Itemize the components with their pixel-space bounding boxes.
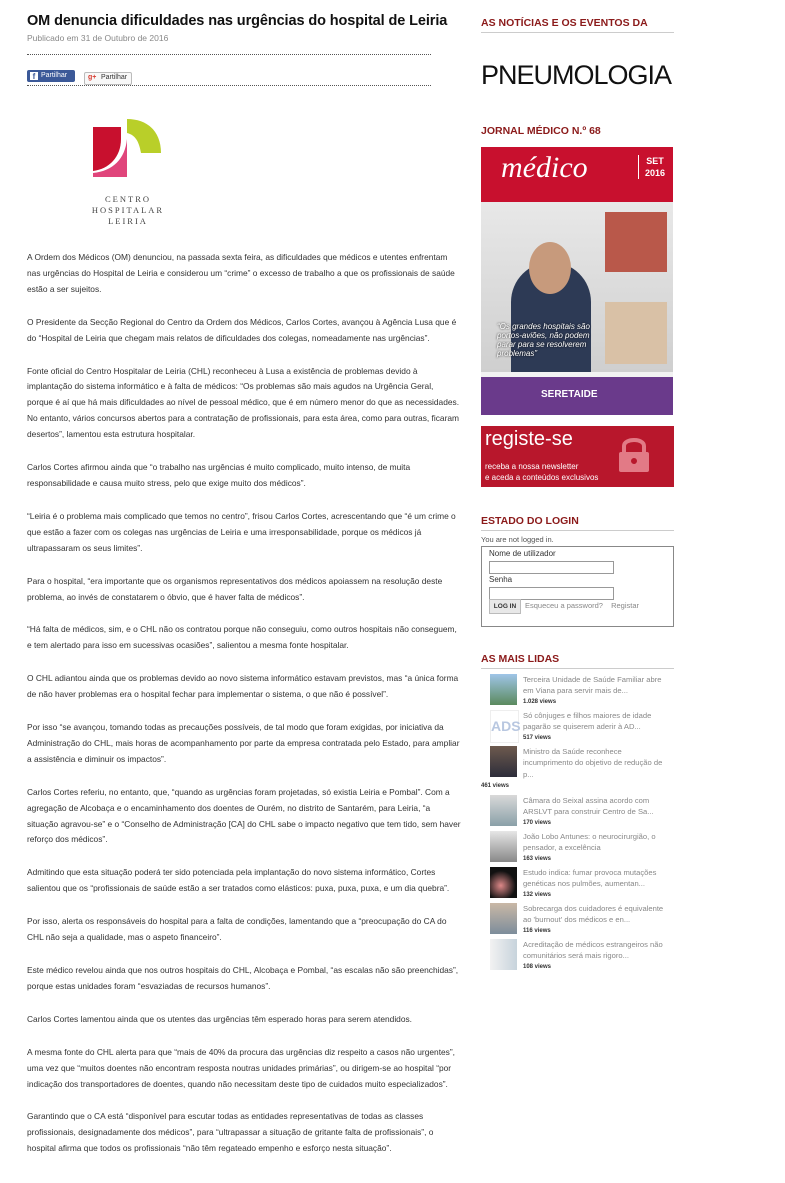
journal-cover[interactable] [481,147,673,415]
thumbnail-image [490,903,517,934]
divider [27,85,431,86]
article-paragraph: Para o hospital, “era importante que os organismos representativos dos médicos apoiassem na resolução deste problema, ao invés de constatarem o óbvio, que é haver falta de médicos”. [27,575,443,602]
article-title: OM denuncia dificuldades nas urgências do hospital de Leiria [27,13,448,29]
news-heading: AS NOTÍCIAS E OS EVENTOS DA [481,17,674,33]
google-plus-share-button[interactable]: g+ Partilhar [84,72,132,85]
share-bar [27,59,431,87]
most-read-heading: AS MAIS LIDAS [481,653,674,669]
article-paragraph: O Presidente da Secção Regional do Centro da Ordem dos Médicos, Carlos Cortes, avançou à Agência Lusa que é do “Hospital de Leiria que chegam mais relatos de dificuldades dos colegas, nomeadamente nas urgências”. [27,316,457,343]
article-paragraph: Garantindo que o CA está “disponível para escutar todas as entidades representativas de todas as classes profissionais, designadamente dos médicos”, para “ultrapassar a situação de gritante falta de profissionais”, o hospital afirma que todos os profissionais “não têm regateado empenho e esforço nesta situação”. [27,1111,434,1154]
article-paragraph: Carlos Cortes referiu, no entanto, que, “quando as urgências foram projetadas, só existia Leiria e Pombal”. Com a agregação de Alcobaça e o encaminhamento dos doentes de Ourém, no distrito de Santarém, para Leiria, “a situação agravou-se” e o “Conselho de Administração [CA] do CHL sabe o impacto negativo que tem tido, sem haver reforço dos médicos”. [27,786,461,845]
article-paragraph: Este médico revelou ainda que nos outros hospitais do CHL, Alcobaça e Pombal, “as escalas não são preenchidas”, porque estas unidades foram “esvaziadas de recursos humanos”. [27,965,459,991]
hospital-logo [91,117,165,232]
logo-text-line3: LEIRIA [108,216,148,226]
thumbnail-image [490,831,517,862]
login-button[interactable]: LOG IN [489,599,521,614]
username-input[interactable] [489,561,614,574]
google-plus-icon: g+ [88,74,97,81]
login-form [481,546,674,627]
register-text: receba a nossa newsletter e aceda a conteúdos exclusivos [485,462,599,482]
article-paragraph: Admitindo que esta situação poderá ter sido potenciada pela implantação do novo sistema informático, Cortes salientou que os “profissionais de saúde estão a ser tratados como elásticos: puxa, puxa, puxa, e um dia quebra”. [27,867,450,894]
thumbnail-image [490,795,517,826]
thumbnail-image [490,746,517,777]
register-title: registe-se [485,428,573,450]
article-body [27,250,461,1174]
hospital-logo-mark [91,117,165,187]
cover-date: SET 2016 [638,155,665,179]
register-banner[interactable] [481,426,674,487]
cover-title: médico [501,151,588,184]
lock-icon [616,434,652,474]
login-heading: ESTADO DO LOGIN [481,515,674,531]
cover-face-image [529,242,571,294]
article-paragraph: Carlos Cortes lamentou ainda que os utentes das urgências têm esperado horas para serem atendidos. [27,1013,413,1024]
article-paragraph: “Leiria é o problema mais complicado que temos no centro”, frisou Carlos Cortes, acrescentando que “é um crime o que estão a fazer com os colegas nas urgências de Leiria e uma irresponsabilidade, porque os médicos já ultrapassaram os seus limites”. [27,510,456,553]
facebook-share-button[interactable]: f Partilhar [27,70,75,82]
login-status: You are not logged in. [481,535,554,544]
pneumologia-banner[interactable] [481,54,674,92]
article-paragraph: Fonte oficial do Centro Hospitalar de Leiria (CHL) reconheceu à Lusa a existência de problemas devido à implantação do sistema informático e à falta de médicos: “Os problemas são mais agudos na Urgência Geral, porque é aí que há mais dificuldades ao nível de pessoal médico, que é em número menor do que as necessidades. No entanto, vários concursos abertos para a contratação de profissionais, para esta área, como para outras, ficaram desertos”, lamentou esta estrutura hospitalar. [27,365,460,440]
article-paragraph: Por isso, alerta os responsáveis do hospital para a falta de condições, lamentando que a “preocupação do CA do CHL não seja a qualidade, mas o aspeto financeiro”. [27,916,447,943]
article-paragraph: Carlos Cortes afirmou ainda que “o trabalho nas urgências é muito complicado, muito intenso, de muita responsabilidade e causa muito stress, pelo que exige muito dos médicos”. [27,462,411,488]
pneumologia-logo-text: PNEUMOLOGIA [481,60,672,90]
article-column [27,12,461,1154]
username-label: Nome de utilizador [489,549,556,558]
thumbnail-image [490,867,517,898]
thumbnail-image: ADS [490,710,519,743]
thumbnail-image [490,674,517,705]
thumbnail-image [490,939,517,970]
article-paragraph: “Há falta de médicos, sim, e o CHL não os contratou porque não conseguiu, como outros hospitais não conseguem, e tem alertado para isso em sucessivas ocasiões”, salientou a mesma fonte hospitalar. [27,624,457,651]
article-paragraph: A mesma fonte do CHL alerta para que “mais de 40% da procura das urgências diz respeito a casos não urgentes”, uma vez que “muitos doentes não encontram resposta noutras unidades primárias”, ou dirigem-se ao hospital “por indicação dos transportadores de doentes, quando não necessitam deste tipo de cuidados muito especializados”. [27,1046,455,1089]
cover-header [481,147,673,202]
cover-inset-photo [605,302,667,364]
publish-date: Publicado em 31 de Outubro de 2016 [27,33,169,43]
cover-ad [481,377,673,415]
cover-quote: “Os grandes hospitais são portos-aviões, não podem parar para se resolverem problemas” [497,322,590,358]
article-paragraph: O CHL adiantou ainda que os problemas devido ao novo sistema informático estavam previstos, mas “a única forma de não haver problemas era o hospital fechar para implementar o sistema, o que não é possível”. [27,673,459,700]
journal-heading: JORNAL MÉDICO N.º 68 [481,125,601,137]
facebook-icon: f [30,72,38,80]
login-widget [481,515,674,627]
article-paragraph: Por isso “se avançou, tomando todas as precauções possíveis, de tal modo que foram exigidas, por iniciativa da Administração do CHL, mais horas de acompanhamento por parte da empresa contratada pelo Estado, para ampliar a assistência e diminuir os impactos”. [27,722,460,764]
password-label: Senha [489,575,513,584]
cover-ad-brand: SERETAIDE [541,389,598,400]
divider [27,54,431,55]
most-read-widget: AS MAIS LIDAS Terceira Unidade de Saúde Familiar abre em Viana para servir mais de... 1.028 views ADS Só cônjuges e filhos maiores de idade pagarão se quiserem aderir à AD... 517 views Ministro da Saúde reconhece incumprimento do objetivo de redução de p... 461 views Câmara do Seixal assina acordo com ARSLVT para construir Centro de Sa... 170 views João Lobo Antunes: o neurocirurgião, o pensador, a excelência 163 views Estudo indica: fumar provoca mutações genéticas nos pulmões, aumentan... 132 views Sobrecarga dos cuidadores é equivalente ao 'burnout' dos médicos e en... 116 views Acreditação de médicos estrangeiros não comunitários será mais rigoro... 108 views [481,653,674,983]
cover-inset-photo [605,212,667,272]
forgot-password-link[interactable]: Esqueceu a password? [525,601,603,610]
register-link[interactable]: Registar [611,601,639,610]
login-links [525,601,645,610]
article-paragraph: A Ordem dos Médicos (OM) denunciou, na passada sexta feira, as dificuldades que médicos e utentes enfrentam nas urgências do Hospital de Leiria e considerou um “crime” o excesso de trabalho a que os profissionais de saúde estão a ser sujeitos. [27,252,455,294]
logo-text-line2: HOSPITALAR [91,205,165,215]
logo-text-line1: CENTRO [105,194,151,204]
pneumologia-logo [481,54,674,92]
